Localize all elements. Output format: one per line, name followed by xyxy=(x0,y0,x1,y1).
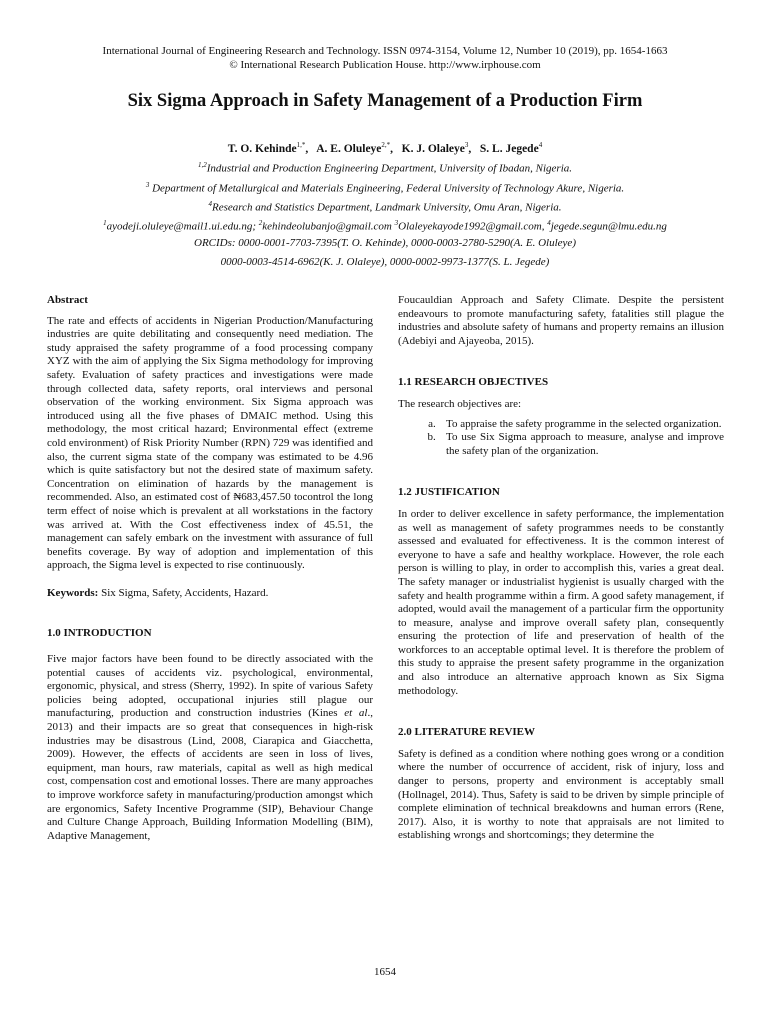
introduction-heading: 1.0 INTRODUCTION xyxy=(47,627,152,640)
introduction-text xyxy=(47,653,373,843)
author-marker: 2,* xyxy=(381,141,391,149)
affiliation-2 xyxy=(10,178,760,196)
author-list: T. O. Kehinde$^{1,*}$, A. E. Oluleye$^{2,*}$, K. J. Olaleye$^3$, S. L. Jegede$^4$ xyxy=(227,141,543,155)
affiliation-text: Industrial and Production Engineering Department, University of Ibadan, Nigeria. xyxy=(206,162,573,175)
affiliation-marker: 4 xyxy=(208,200,212,208)
journal-header xyxy=(30,44,740,72)
introduction-text-part: Five major factors have been found to be directly associated with the potential causes of accidents viz. psychological, environmental, ergonomic, physical, and stress (Sherry, 1992). In spite of various Safety policies being adopted, occupational injuries still plague our manufacturing, production and construction industries (Kines xyxy=(47,653,373,720)
right-column xyxy=(398,294,724,843)
objective-item: a. To appraise the safety programme in the selected organization. xyxy=(444,418,724,432)
affiliation-marker: 3 xyxy=(145,181,150,189)
affiliation-text: Department of Metallurgical and Materials Engineering, Federal University of Technology Akure, Nigeria. xyxy=(149,182,625,195)
affiliation-3 xyxy=(10,197,760,215)
affiliation-text: Research and Statistics Department, Landmark University, Omu Aran, Nigeria. xyxy=(211,201,562,214)
literature-review-heading: 2.0 LITERATURE REVIEW xyxy=(398,726,536,739)
affiliation-marker: 1,2 xyxy=(197,161,207,169)
orcid-line-2: 0000-0003-4514-6962(K. J. Olaleye), 0000-0002-9973-1377(S. L. Jegede) xyxy=(220,256,550,268)
introduction-text-part: ., 2013) and their impacts are so great that consequences in high-risk industries may be disastrous (Lind, 2008, Ciarapica and Giacchetta, 2009). However, the effects of accidents are seen in loss of lives, equipment, man hours, raw materials, capital as well as high medical cost, compensation cost and emotional losses. There are many approaches to improve workforce safety in manufacturing/production amongst which are ergonomics, Safety Incentive Programme (SIP), Behaviour Change and Culture Change Approach, Building Information Modelling (BIM), Adaptive Management, xyxy=(47,707,373,842)
email-address[interactable]: Olaleyekayode1992@gmail.com, xyxy=(398,220,548,233)
author-marker: 3 xyxy=(464,141,469,149)
author-marker: 1,* xyxy=(296,141,306,149)
author-name: S. L. Jegede xyxy=(479,142,539,155)
author-name: A. E. Oluleye xyxy=(316,142,382,155)
objectives-heading: 1.1 RESEARCH OBJECTIVES xyxy=(398,376,549,389)
affiliation-1 xyxy=(10,158,760,176)
objectives-intro: The research objectives are: xyxy=(398,397,522,410)
justification-heading: 1.2 JUSTIFICATION xyxy=(398,486,500,499)
literature-review-text: Safety is defined as a condition where nothing goes wrong or a condition where the number of occurrence of accident, risk of injury, loss and danger to persons, property and environment is acceptably small (Hollnagel, 2014). Thus, Safety is said to be driven by simple principle of complete elimination of technical breakdowns and human errors (Rene, 2017). Also, it is worthy to note that appraisals are not limited to establishing wrongs and shortcomings; they determine the xyxy=(398,747,724,842)
page-number: 1654 xyxy=(374,966,396,978)
objective-item: b. To use Six Sigma approach to measure, analyse and improve the safety plan of the organization. xyxy=(444,431,724,458)
abstract-text: The rate and effects of accidents in Nigerian Production/Manufacturing industries are quite debilitating and consequently need mediation. The study appraised the safety programme of a food processing company XYZ with the aim of applying the Six Sigma methodology for improving safety. Evaluation of safety practices and investigations were made through collected data, safety reports, oral interviews and personal observation of the working environment. Six Sigma approach was introduced using all the five phases of DMAIC method. Using this methodology, the most critical hazard; Environmental effect (extreme cold environment) of Risk Priority Number (RPN) 729 was identified and also, the current sigma state of the company was estimated to be 4.96 which is quite satisfactory but not the desired state of maximum safety. Concentration on elimination of hazards by the management is recommended. Also, an estimated cost of ₦683,457.50 tocontrol the long term effect of noise which is prevalent at all workstations in the factory was arrived at. With the Cost effectiveness index of 45.51, the management can safely embark on the investment with assurance of full benefits coverage. By way of adoption and implementation of this approach, the Sigma level is expected to rise continuously. xyxy=(47,314,373,572)
email-marker: 2 xyxy=(258,219,263,227)
email-marker: 4 xyxy=(547,219,551,227)
objectives-list xyxy=(398,418,724,459)
keywords-label: Keywords: xyxy=(47,586,99,599)
author-name: T. O. Kehinde xyxy=(227,142,297,155)
introduction-continuation: Foucauldian Approach and Safety Climate. Despite the persistent endeavours to promote manufacturing safety, fatalities still plague the industries and absolute safety of humans and property remains an illusion (Adebiyi and Ajayeoba, 2015). xyxy=(398,294,724,347)
abstract-heading: Abstract xyxy=(47,294,88,306)
keywords-line xyxy=(47,587,373,601)
keywords-text: Six Sigma, Safety, Accidents, Hazard. xyxy=(98,586,269,599)
email-marker: 1 xyxy=(103,219,107,227)
orcid-line-1: ORCIDs: 0000-0001-7703-7395(T. O. Kehinde), 0000-0003-2780-5290(A. E. Oluleye) xyxy=(194,237,576,249)
email-address[interactable]: kehindeolubanjo@gmail.com xyxy=(262,220,395,233)
email-line xyxy=(10,216,760,234)
email-address[interactable]: jegede.segun@lmu.edu.ng xyxy=(550,220,667,233)
journal-citation-line: International Journal of Engineering Research and Technology. ISSN 0974-3154, Volume 12, Number 10 (2019), pp. 1654-1663 xyxy=(102,45,668,57)
email-address[interactable]: ayodeji.oluleye@mail1.ui.edu.ng; xyxy=(106,220,259,233)
author-marker: 4 xyxy=(538,141,543,149)
introduction-et-al: et al xyxy=(344,707,368,720)
author-name: K. J. Olaleye xyxy=(401,142,465,155)
paper-title: Six Sigma Approach in Safety Management of a Production Firm xyxy=(127,91,643,111)
email-marker: 3 xyxy=(394,219,399,227)
justification-text: In order to deliver excellence in safety performance, the implementation as well as management of safety programmes needs to be constantly assessed and evaluated for effectiveness. It is the common interest of everyone to have a safe and healthy workplace. However, the role each person is willing to play, in order to accomplish this, varies a great deal. The safety manager or industrialist hygienist is usually charged with the safety and health programme within a firm. A good safety management, if adopted, would avail the management of a particular firm the opportunity to measure, analyse and improve overall safety plan, consequently ensuring the protection of life and preservation of health of the workforces to an acceptable optimal level. It is therefore the problem of this study to appraise the present safety programme in the organization and also introduce an alternative approach known as Six Sigma methodology. xyxy=(398,507,724,697)
publisher-line: © International Research Publication House. http://www.irphouse.com xyxy=(229,59,541,71)
left-column xyxy=(47,294,373,843)
